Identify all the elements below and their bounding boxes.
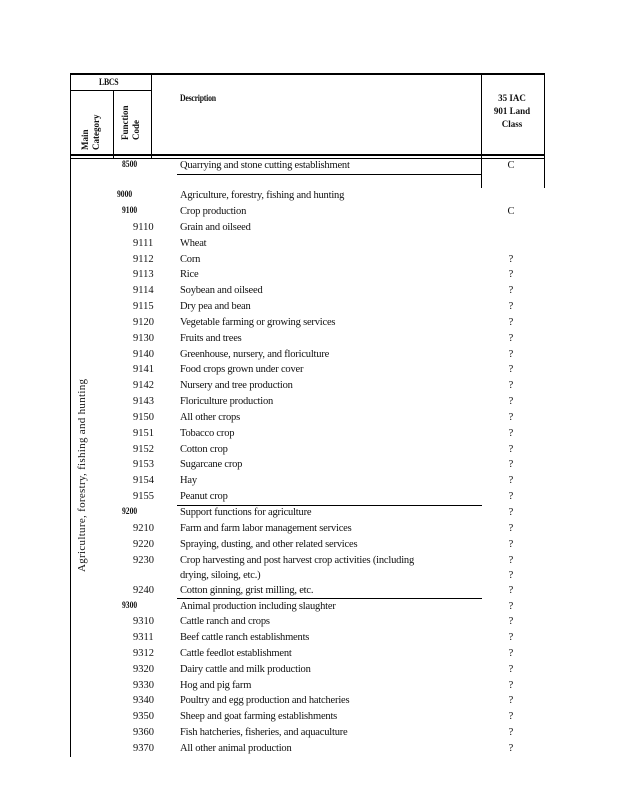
function-code: 9370 bbox=[133, 743, 154, 754]
land-class: ? bbox=[508, 269, 514, 280]
function-code: 9311 bbox=[133, 632, 154, 643]
land-class: ? bbox=[508, 349, 514, 360]
function-code: 9300 bbox=[122, 601, 138, 611]
row-description: Sugarcane crop bbox=[180, 459, 243, 470]
group-divider-9200 bbox=[177, 505, 482, 506]
function-code: 9151 bbox=[133, 428, 154, 439]
function-code: 9115 bbox=[133, 301, 154, 312]
header-iac-line1: 35 IAC bbox=[498, 93, 526, 103]
function-code: 9100 bbox=[122, 206, 138, 216]
function-code: 8500 bbox=[122, 160, 138, 170]
function-code: 9000 bbox=[117, 190, 133, 200]
row-description: Peanut crop bbox=[180, 491, 228, 502]
row-description: Quarrying and stone cutting establishment bbox=[180, 160, 350, 171]
row-description: All other animal production bbox=[180, 743, 292, 754]
row-description: Support functions for agriculture bbox=[180, 507, 312, 518]
row-description: Grain and oilseed bbox=[180, 222, 251, 233]
row-description: Wheat bbox=[180, 238, 207, 249]
land-class: ? bbox=[508, 555, 514, 566]
function-code: 9112 bbox=[133, 254, 154, 265]
land-class: ? bbox=[508, 570, 514, 581]
land-class: C bbox=[507, 206, 515, 217]
land-class: ? bbox=[508, 412, 514, 423]
header-iac-line3: Class bbox=[501, 119, 523, 129]
row-description: Sheep and goat farming establishments bbox=[180, 711, 338, 722]
land-class: ? bbox=[508, 601, 514, 612]
header-main-category-line2: Category bbox=[91, 114, 101, 150]
land-class: ? bbox=[508, 254, 514, 265]
land-class: ? bbox=[508, 539, 514, 550]
land-class: ? bbox=[508, 444, 514, 455]
row-description: Rice bbox=[180, 269, 199, 280]
row-description: Cotton ginning, grist milling, etc. bbox=[180, 585, 314, 596]
land-class: ? bbox=[508, 680, 514, 691]
land-class: ? bbox=[508, 317, 514, 328]
header-lbcs: LBCS bbox=[99, 78, 119, 88]
row-description: Poultry and egg production and hatcheries bbox=[180, 695, 350, 706]
land-class: ? bbox=[508, 711, 514, 722]
table-top-border bbox=[70, 73, 545, 75]
header-bottom-border-2 bbox=[70, 158, 545, 159]
function-code: 9360 bbox=[133, 727, 154, 738]
land-class: ? bbox=[508, 695, 514, 706]
function-code: 9143 bbox=[133, 396, 154, 407]
land-class: ? bbox=[508, 396, 514, 407]
land-class: ? bbox=[508, 632, 514, 643]
row-description: Vegetable farming or growing services bbox=[180, 317, 336, 328]
row-description: Fish hatcheries, fisheries, and aquaculture bbox=[180, 727, 348, 738]
land-class: ? bbox=[508, 428, 514, 439]
function-code: 9320 bbox=[133, 664, 154, 675]
function-code: 9150 bbox=[133, 412, 154, 423]
land-class: ? bbox=[508, 727, 514, 738]
row-description: Corn bbox=[180, 254, 201, 265]
row-description: Cotton crop bbox=[180, 444, 228, 455]
header-main-category-line1: Main bbox=[80, 129, 90, 150]
category-column-divider bbox=[113, 90, 114, 158]
row-description: Hay bbox=[180, 475, 197, 486]
function-code: 9141 bbox=[133, 364, 154, 375]
function-code: 9340 bbox=[133, 695, 154, 706]
land-class: ? bbox=[508, 285, 514, 296]
land-class: ? bbox=[508, 523, 514, 534]
land-class: C bbox=[507, 160, 515, 171]
row-description: Fruits and trees bbox=[180, 333, 242, 344]
function-code: 9210 bbox=[133, 523, 154, 534]
function-code: 9142 bbox=[133, 380, 154, 391]
land-class: ? bbox=[508, 380, 514, 391]
land-class: ? bbox=[508, 648, 514, 659]
code-column-divider bbox=[151, 73, 152, 158]
function-code: 9130 bbox=[133, 333, 154, 344]
header-iac-line2: 901 Land bbox=[493, 106, 531, 116]
function-code: 9310 bbox=[133, 616, 154, 627]
function-code: 9230 bbox=[133, 555, 154, 566]
row-description: Cattle feedlot establishment bbox=[180, 648, 292, 659]
header-function-code bbox=[120, 105, 142, 140]
function-code: 9154 bbox=[133, 475, 154, 486]
header-main-category bbox=[80, 115, 102, 151]
function-code: 9220 bbox=[133, 539, 154, 550]
land-class: ? bbox=[508, 333, 514, 344]
function-code: 9350 bbox=[133, 711, 154, 722]
function-code: 9111 bbox=[133, 238, 154, 249]
land-class: ? bbox=[508, 616, 514, 627]
function-code: 9200 bbox=[122, 507, 138, 517]
group-divider-9300 bbox=[177, 598, 482, 599]
row-description: Beef cattle ranch establishments bbox=[180, 632, 310, 643]
row-description: Tobacco crop bbox=[180, 428, 235, 439]
row-divider-8500 bbox=[177, 174, 482, 175]
row-description: Nursery and tree production bbox=[180, 380, 293, 391]
row-description: Farm and farm labor management services bbox=[180, 523, 352, 534]
function-code: 9312 bbox=[133, 648, 154, 659]
table-left-border bbox=[70, 73, 71, 757]
land-class: ? bbox=[508, 475, 514, 486]
table-right-border bbox=[544, 73, 545, 188]
land-class: ? bbox=[508, 743, 514, 754]
header-function-code-line2: Code bbox=[131, 120, 141, 140]
function-code: 9152 bbox=[133, 444, 154, 455]
row-description: All other crops bbox=[180, 412, 240, 423]
land-class: ? bbox=[508, 459, 514, 470]
function-code: 9240 bbox=[133, 585, 154, 596]
row-description: Crop harvesting and post harvest crop activities (including bbox=[180, 555, 415, 566]
land-class: ? bbox=[508, 585, 514, 596]
row-description: Animal production including slaughter bbox=[180, 601, 336, 612]
row-description: Floriculture production bbox=[180, 396, 274, 407]
row-description: Cattle ranch and crops bbox=[180, 616, 270, 627]
land-class: ? bbox=[508, 491, 514, 502]
function-code: 9140 bbox=[133, 349, 154, 360]
land-class: ? bbox=[508, 664, 514, 675]
row-description: Dry pea and bean bbox=[180, 301, 251, 312]
function-code: 9113 bbox=[133, 269, 154, 280]
lbcs-divider bbox=[70, 90, 151, 91]
row-description: Hog and pig farm bbox=[180, 680, 252, 691]
row-description: Food crops grown under cover bbox=[180, 364, 304, 375]
header-description: Description bbox=[180, 94, 216, 104]
header-iac bbox=[484, 92, 540, 131]
row-description: Dairy cattle and milk production bbox=[180, 664, 311, 675]
function-code: 9330 bbox=[133, 680, 154, 691]
row-description: Crop production bbox=[180, 206, 247, 217]
land-class: ? bbox=[508, 507, 514, 518]
row-description: Agriculture, forestry, fishing and hunting bbox=[180, 190, 345, 201]
desc-column-divider bbox=[481, 73, 482, 188]
row-description: drying, siloing, etc.) bbox=[180, 570, 261, 581]
function-code: 9155 bbox=[133, 491, 154, 502]
main-category-label: Agriculture, forestry, fishing and hunting bbox=[76, 378, 88, 572]
function-code: 9120 bbox=[133, 317, 154, 328]
land-class: ? bbox=[508, 301, 514, 312]
row-description: Spraying, dusting, and other related services bbox=[180, 539, 358, 550]
land-class: ? bbox=[508, 364, 514, 375]
header-function-code-line1: Function bbox=[120, 105, 130, 140]
header-bottom-border-1 bbox=[70, 154, 545, 156]
function-code: 9153 bbox=[133, 459, 154, 470]
function-code: 9110 bbox=[133, 222, 154, 233]
row-description: Greenhouse, nursery, and floriculture bbox=[180, 349, 330, 360]
row-description: Soybean and oilseed bbox=[180, 285, 263, 296]
function-code: 9114 bbox=[133, 285, 154, 296]
